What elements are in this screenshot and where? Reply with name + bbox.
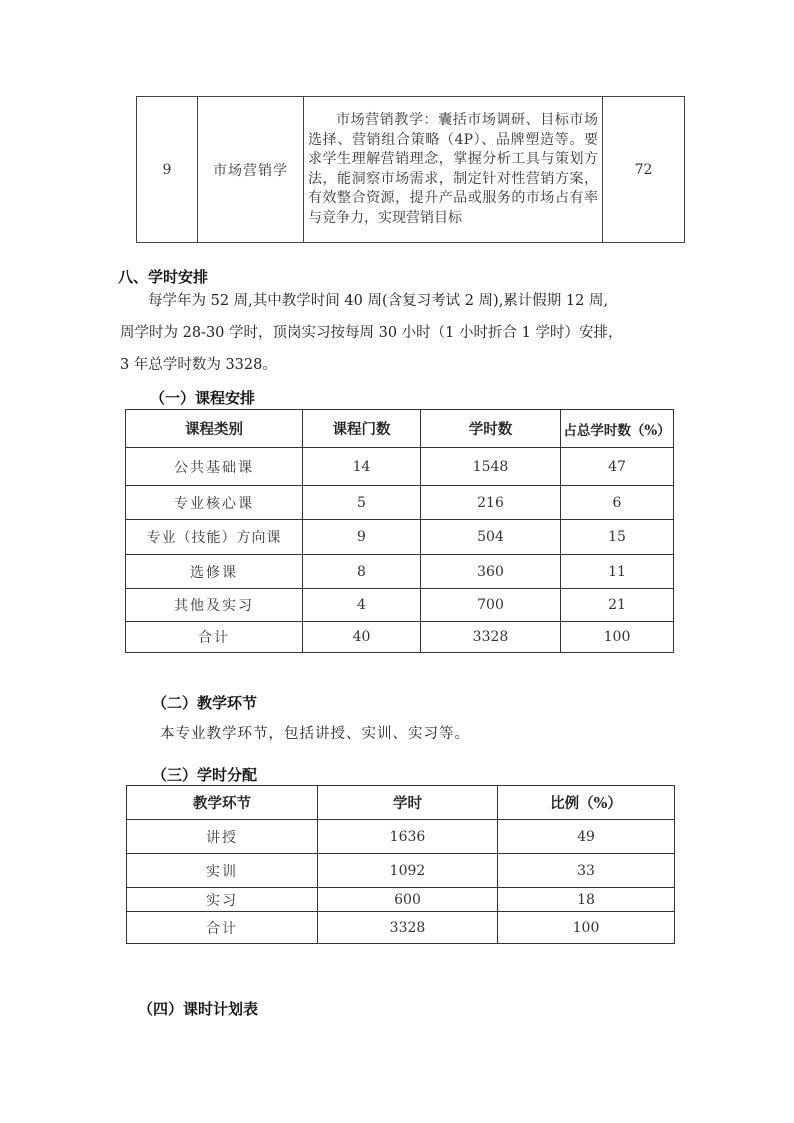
- course-hours: 72: [603, 97, 685, 243]
- table-cell: 3328: [318, 912, 498, 944]
- column-header: 占总学时数（%）: [561, 410, 674, 448]
- table-row: [127, 888, 675, 912]
- table-row: [126, 486, 674, 520]
- hour-allocation-table: [126, 785, 675, 944]
- table-cell: 专业核心课: [126, 486, 303, 520]
- table-cell: 1548: [421, 448, 561, 486]
- table-cell: 14: [303, 448, 421, 486]
- table-cell: 100: [498, 912, 675, 944]
- column-header: 比例（%）: [498, 786, 675, 820]
- subsection-title: （二）教学环节: [152, 694, 258, 712]
- table-cell: 5: [303, 486, 421, 520]
- table-row: [127, 854, 675, 888]
- table-cell: 49: [498, 820, 675, 854]
- table-header-row: [127, 786, 675, 820]
- table-row: [127, 912, 675, 944]
- column-header: 课程门数: [303, 410, 421, 448]
- table-cell: 4: [303, 589, 421, 622]
- subsection-title: （三）学时分配: [152, 766, 258, 784]
- column-header: 课程类别: [126, 410, 303, 448]
- column-header: 学时: [318, 786, 498, 820]
- course-number: 9: [137, 97, 198, 243]
- table-cell: 6: [561, 486, 674, 520]
- table-row: [127, 820, 675, 854]
- course-name: 市场营销学: [198, 97, 304, 243]
- table-cell: 其他及实习: [126, 589, 303, 622]
- section-title: 八、学时安排: [118, 268, 209, 286]
- subsection-title: （一）课程安排: [150, 389, 256, 407]
- table-cell: 8: [303, 555, 421, 589]
- table-cell: 15: [561, 520, 674, 555]
- course-arrangement-table: [125, 409, 674, 653]
- table-cell: 专业（技能）方向课: [126, 520, 303, 555]
- subsection-text: 本专业教学环节，包括讲授、实训、实习等。: [160, 726, 470, 742]
- table-cell: 3328: [421, 622, 561, 653]
- table-cell: 33: [498, 854, 675, 888]
- table-cell: 216: [421, 486, 561, 520]
- column-header: 教学环节: [127, 786, 318, 820]
- column-header: 学时数: [421, 410, 561, 448]
- table-cell: 11: [561, 555, 674, 589]
- section-paragraph-line: 每学年为 52 周,其中教学时间 40 周(含复习考试 2 周),累计假期 12 周,: [148, 293, 609, 309]
- table-cell: 合计: [127, 912, 318, 944]
- table-row: [137, 97, 685, 243]
- table-cell: 1092: [318, 854, 498, 888]
- section-paragraph-line: 3 年总学时数为 3328。: [120, 357, 277, 373]
- table-cell: 讲授: [127, 820, 318, 854]
- table-cell: 18: [498, 888, 675, 912]
- table-cell: 公共基础课: [126, 448, 303, 486]
- table-row: [126, 555, 674, 589]
- table-cell: 100: [561, 622, 674, 653]
- table-cell: 600: [318, 888, 498, 912]
- table-cell: 实训: [127, 854, 318, 888]
- table-cell: 选修课: [126, 555, 303, 589]
- table-header-row: [126, 410, 674, 448]
- table-cell: 360: [421, 555, 561, 589]
- subsection-title: （四）课时计划表: [138, 1000, 259, 1018]
- table-cell: 47: [561, 448, 674, 486]
- table-cell: 504: [421, 520, 561, 555]
- table-cell: 40: [303, 622, 421, 653]
- table-row: [126, 589, 674, 622]
- course-description: 市场营销教学：囊括市场调研、目标市场选择、营销组合策略（4P）、品牌塑造等。要求学生理解营销理念，掌握分析工具与策划方法，能洞察市场需求，制定针对性营销方案，有效整合资源，提升产品或服务的市场占有率与竞争力，实现营销目标: [304, 97, 603, 243]
- table-row: [126, 622, 674, 653]
- table-cell: 实习: [127, 888, 318, 912]
- table-row: [126, 448, 674, 486]
- table-cell: 21: [561, 589, 674, 622]
- table-row: [126, 520, 674, 555]
- course-description-table: [136, 96, 685, 243]
- table-cell: 1636: [318, 820, 498, 854]
- section-paragraph-line: 周学时为 28-30 学时，顶岗实习按每周 30 小时（1 小时折合 1 学时）安排，: [120, 325, 623, 341]
- table-cell: 700: [421, 589, 561, 622]
- table-cell: 合计: [126, 622, 303, 653]
- table-cell: 9: [303, 520, 421, 555]
